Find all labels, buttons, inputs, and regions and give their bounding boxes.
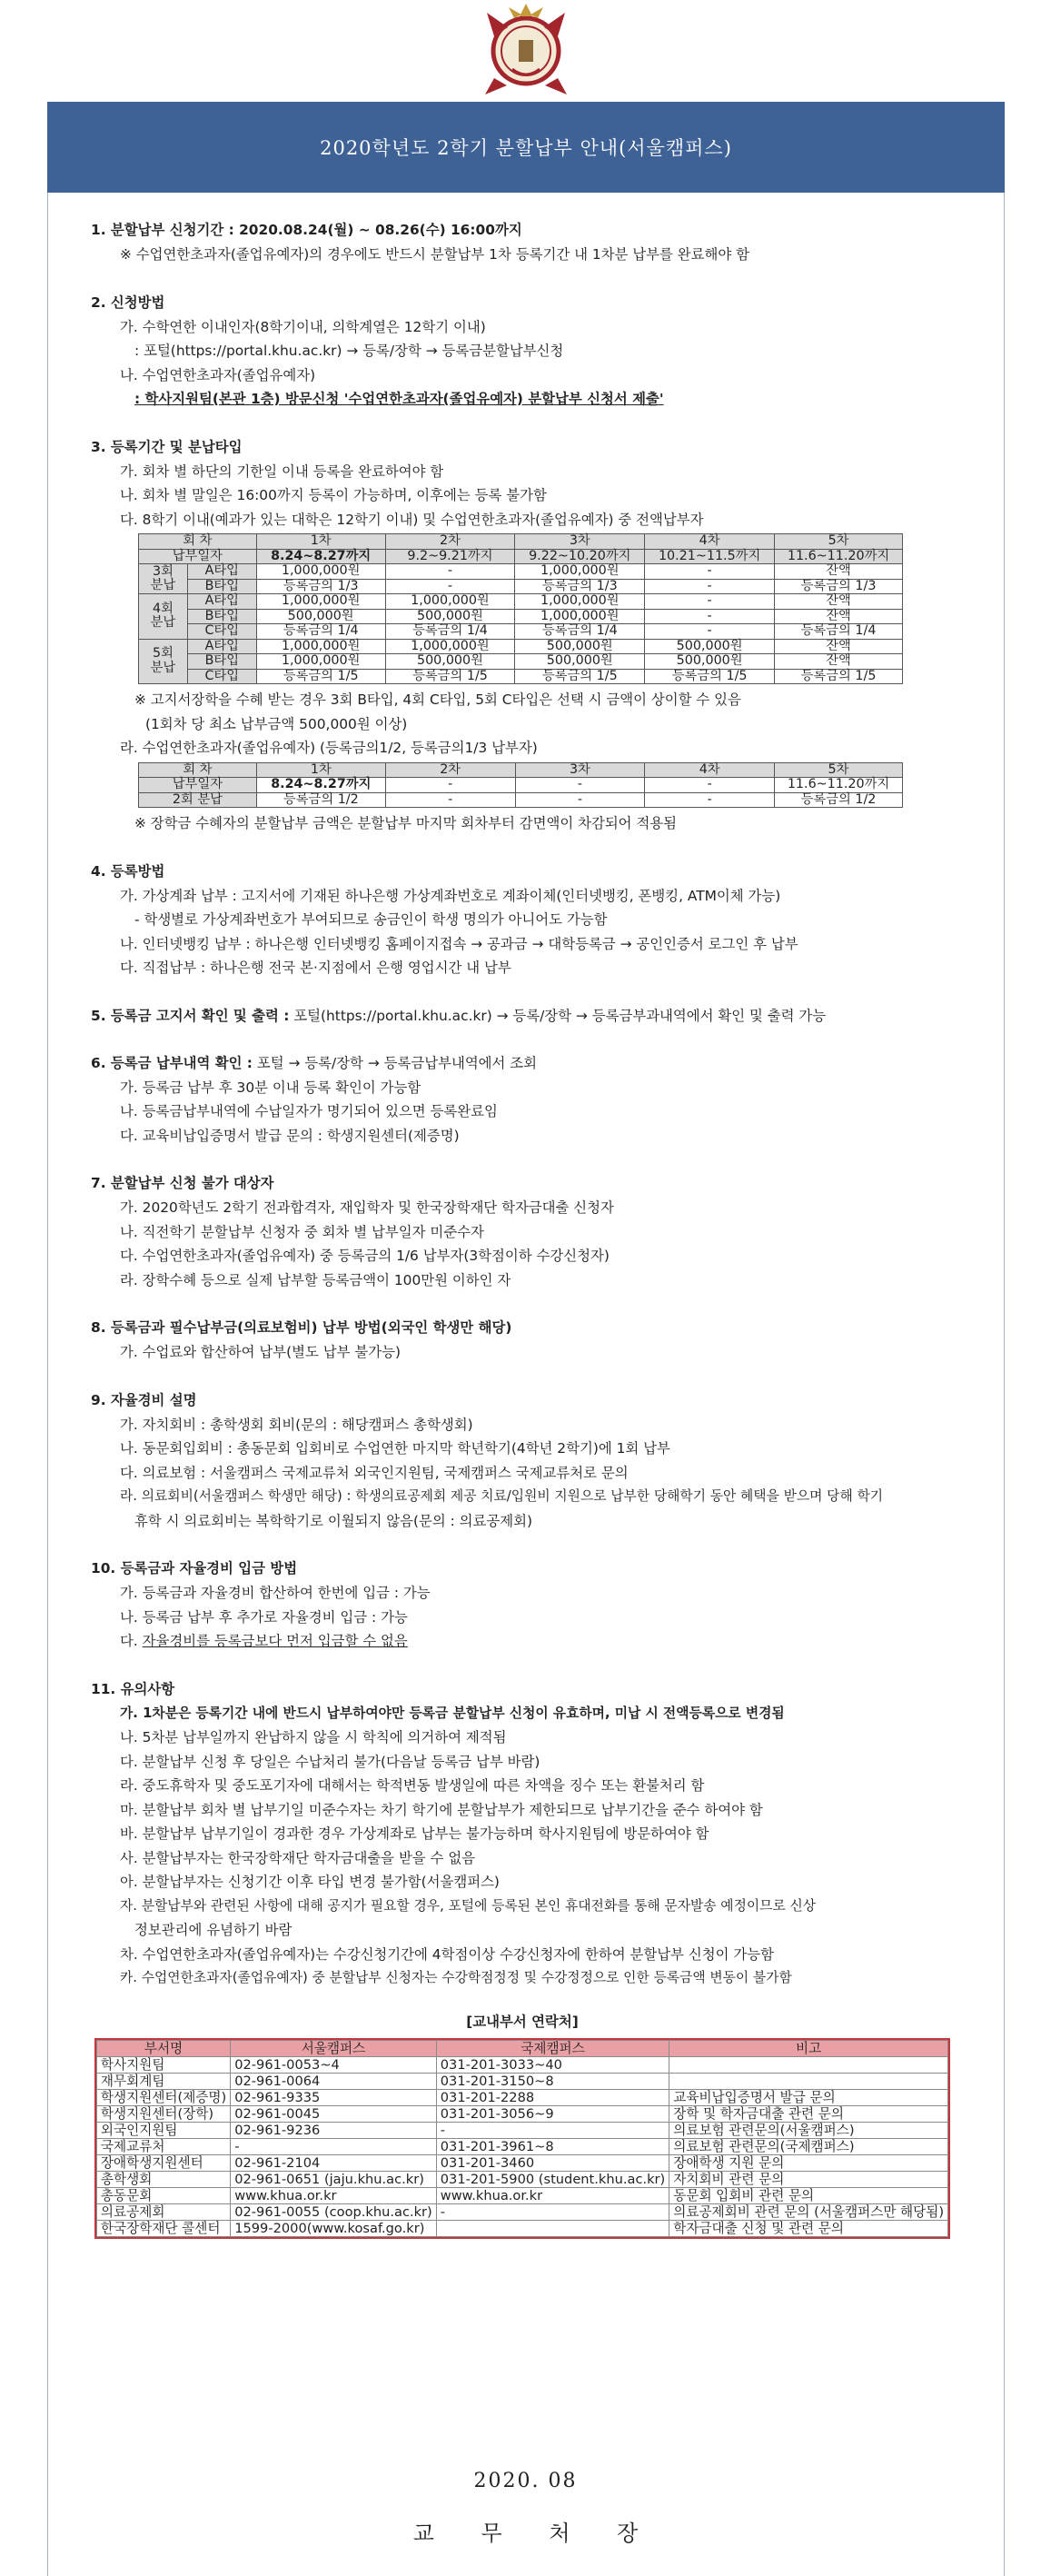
table-row <box>139 654 903 670</box>
section-4-line: - 학생별로 가상계좌번호가 부여되므로 송금인이 학생 명의가 아니어도 가능함 <box>134 911 608 928</box>
table-cell: 031-201-3961~8 <box>436 2138 669 2154</box>
contacts-table-body <box>96 2056 947 2236</box>
table-cell: 8.24~8.27까지 <box>256 549 385 564</box>
table-cell: 등록금의 1/3 <box>775 579 903 594</box>
table-cell: - <box>645 609 775 624</box>
table-cell: 잔액 <box>775 609 903 624</box>
table-header-row <box>139 534 903 550</box>
table-cell: 02-961-0064 <box>231 2073 437 2089</box>
table-row <box>139 579 903 594</box>
table-header-cell: 1차 <box>256 534 385 550</box>
table-header-cell: 4차 <box>645 534 775 550</box>
section-11-line: 바. 분할납부 납부기일이 경과한 경우 가상계좌로 납부는 불가능하며 학사지원팀에 방문하여야 함 <box>120 1825 709 1842</box>
table-cell: 등록금의 1/5 <box>256 669 385 684</box>
table-cell: 1,000,000원 <box>515 564 645 580</box>
section-3-line: 가. 회차 별 하단의 기한일 이내 등록을 완료하여야 함 <box>120 462 444 480</box>
table-cell: 등록금의 1/5 <box>775 669 903 684</box>
table-cell: 02-961-0055 (coop.khu.ac.kr) <box>231 2203 437 2220</box>
table-row <box>96 2171 947 2187</box>
table-cell: 총동문회 <box>96 2187 230 2203</box>
table-header-cell: 회 차 <box>139 534 257 550</box>
table-header-cell: 2차 <box>385 534 515 550</box>
table-cell: - <box>515 792 645 808</box>
table-row <box>139 594 903 610</box>
table-row <box>96 2187 947 2203</box>
section-3 <box>91 435 954 836</box>
section-11-line: 카. 수업연한초과자(졸업유예자) 중 분할납부 신청자는 수강학점정정 및 수강정정으로 인한 등록금액 변동이 불가함 <box>120 1970 792 1985</box>
table-row <box>96 2220 947 2236</box>
section-3-line: 라. 수업연한초과자(졸업유예자) (등록금의1/2, 등록금의1/3 납부자) <box>120 740 538 756</box>
section-10-prefix: 다. <box>120 1633 143 1649</box>
table-cell <box>436 2220 669 2236</box>
section-9-line: 휴학 시 의료회비는 복학학기로 이월되지 않음(문의 : 의료공제회) <box>134 1512 532 1529</box>
table-row <box>96 2105 947 2122</box>
section-11-line: 자. 분할납부와 관련된 사항에 대해 공지가 필요할 경우, 포털에 등록된 본인 휴대전화를 통해 문자발송 예정이므로 신상 <box>120 1897 817 1914</box>
table-cell: 등록금의 1/4 <box>775 624 903 640</box>
table-row <box>96 2056 947 2073</box>
table-cell: 의료보험 관련문의(서울캠퍼스) <box>669 2122 948 2138</box>
section-8 <box>91 1316 954 1365</box>
table-cell: 500,000원 <box>515 654 645 670</box>
section-7-line: 가. 2020학년도 2학기 전과합격자, 재입학자 및 한국장학재단 학자금대출 신청자 <box>120 1199 614 1216</box>
seal-emblem-icon <box>467 0 585 98</box>
table-header-cell: 5차 <box>775 762 903 778</box>
table-cell: 의료공제회 <box>96 2203 230 2220</box>
section-6-line: 다. 교육비납입증명서 발급 문의 : 학생지원센터(제증명) <box>120 1127 460 1144</box>
table-cell: 학자금대출 신청 및 관련 문의 <box>669 2220 948 2236</box>
table-cell <box>669 2056 948 2073</box>
table-cell: 1,000,000원 <box>385 594 515 610</box>
table-row <box>139 778 903 793</box>
section-2-line: : 학사지원팀(본관 1층) 방문신청 '수업연한초과자(졸업유예자) 분할납부 신청서 제출' <box>134 391 664 407</box>
table-cell: 교육비납입증명서 발급 문의 <box>669 2089 948 2105</box>
table-header-cell: 서울캠퍼스 <box>231 2040 437 2056</box>
table-cell: 학생지원센터(제증명) <box>96 2089 230 2105</box>
section-2-title: 2. 신청방법 <box>91 293 165 311</box>
table-cell: 500,000원 <box>385 654 515 670</box>
table-header-cell: 국제캠퍼스 <box>436 2040 669 2056</box>
table-cell: 등록금의 1/4 <box>256 624 385 640</box>
table-row <box>96 2073 947 2089</box>
table-cell: 02-961-2104 <box>231 2154 437 2171</box>
section-2-line: 가. 수학연한 이내인자(8학기이내, 의학계열은 12학기 이내) <box>120 318 486 335</box>
table-header-cell: 3차 <box>515 762 645 778</box>
table-cell: 국제교류처 <box>96 2138 230 2154</box>
table-cell: 의료보험 관련문의(국제캠퍼스) <box>669 2138 948 2154</box>
section-11 <box>91 1677 954 1991</box>
table-row <box>139 639 903 654</box>
table-row <box>139 792 903 808</box>
table-cell: 학사지원팀 <box>96 2056 230 2073</box>
group-label: 5회 분납 <box>139 639 188 684</box>
table-cell: 납부일자 <box>139 549 257 564</box>
table-cell <box>669 2073 948 2089</box>
section-9-line: 나. 동문회입회비 : 총동문회 입회비로 수업연한 마지막 학년학기(4학년 2학기)에 1회 납부 <box>120 1440 670 1457</box>
table-cell: 재무회계팀 <box>96 2073 230 2089</box>
type-cell: B타입 <box>187 609 256 624</box>
notice-body <box>91 218 954 2243</box>
group-label: 3회 분납 <box>139 564 188 594</box>
section-6-text: 포털 → 등록/장학 → 등록금납부내역에서 조회 <box>256 1055 538 1071</box>
section-3-note: (1회차 당 최소 납부금액 500,000원 이상) <box>145 715 408 732</box>
table-cell: 1,000,000원 <box>385 639 515 654</box>
contacts-table <box>96 2040 948 2237</box>
table-header-cell: 회 차 <box>139 762 257 778</box>
section-10-title: 10. 등록금과 자율경비 입금 방법 <box>91 1560 298 1576</box>
table-cell: - <box>385 792 515 808</box>
contacts-table-frame <box>94 2038 950 2239</box>
section-9-title: 9. 자율경비 설명 <box>91 1391 197 1408</box>
table-cell: - <box>385 564 515 580</box>
table-cell: 한국장학재단 콜센터 <box>96 2220 230 2236</box>
section-3-title: 3. 등록기간 및 분납타입 <box>91 438 243 455</box>
section-8-line: 가. 수업료와 합산하여 납부(별도 납부 불가능) <box>120 1344 401 1360</box>
table-cell: 등록금의 1/4 <box>385 624 515 640</box>
table-header-cell: 비고 <box>669 2040 948 2056</box>
section-4-line: 다. 직접납부 : 하나은행 전국 본·지점에서 은행 영업시간 내 납부 <box>120 960 511 976</box>
table-cell: 잔액 <box>775 654 903 670</box>
section-5-text: 포털(https://portal.khu.ac.kr) → 등록/장학 → 등록금부과내역에서 확인 및 출력 가능 <box>293 1007 827 1024</box>
table-row <box>139 609 903 624</box>
table-cell: - <box>645 594 775 610</box>
table-cell: 1,000,000원 <box>256 564 385 580</box>
table-cell: 등록금의 1/5 <box>645 669 775 684</box>
section-6-line: 나. 등록금납부내역에 수납일자가 명기되어 있으면 등록완료임 <box>120 1103 498 1119</box>
table-cell: 의료공제회비 관련 문의 (서울캠퍼스만 해당됨) <box>669 2203 948 2220</box>
table-cell: 잔액 <box>775 564 903 580</box>
table-cell: 장학 및 학자금대출 관련 문의 <box>669 2105 948 2122</box>
section-1-title: 1. 분할납부 신청기간 : 2020.08.24(월) ~ 08.26(수) 16:00까지 <box>91 222 522 238</box>
extended-student-table <box>138 762 903 809</box>
table-cell: - <box>645 778 775 793</box>
table-cell: 500,000원 <box>256 609 385 624</box>
table-cell: 1,000,000원 <box>515 609 645 624</box>
table-cell: - <box>515 778 645 793</box>
university-seal <box>0 0 1051 100</box>
type-cell: C타입 <box>187 669 256 684</box>
table-row <box>96 2138 947 2154</box>
table-cell: 031-201-5900 (student.khu.ac.kr) <box>436 2171 669 2187</box>
table-row <box>96 2089 947 2105</box>
section-3-note: ※ 장학금 수혜자의 분할납부 금액은 분할납부 마지막 회차부터 감면액이 차감되어 적용됨 <box>134 815 678 831</box>
section-11-line: 차. 수업연한초과자(졸업유예자)는 수강신청기간에 4학점이상 수강신청자에 한하여 분할납부 신청이 가능함 <box>120 1945 774 1963</box>
table-cell: 500,000원 <box>645 654 775 670</box>
section-2 <box>91 291 954 412</box>
table-row <box>96 2203 947 2220</box>
table-cell: 납부일자 <box>139 778 257 793</box>
table-cell: - <box>385 579 515 594</box>
section-6-title: 6. 등록금 납부내역 확인 : <box>91 1055 253 1071</box>
page-title: 2020학년도 2학기 분할납부 안내(서울캠퍼스) <box>47 102 1005 193</box>
table-cell: 1,000,000원 <box>256 654 385 670</box>
table-cell: 1,000,000원 <box>256 594 385 610</box>
table-cell: 등록금의 1/5 <box>385 669 515 684</box>
table-cell: 11.6~11.20까지 <box>775 778 903 793</box>
table-row <box>139 549 903 564</box>
section-9-line: 라. 의료회비(서울캠퍼스 학생만 해당) : 학생의료공제회 제공 치료/입원비 지원으로 납부한 당해학기 동안 혜택을 받으며 당해 학기 <box>120 1488 884 1504</box>
section-4-line: 나. 인터넷뱅킹 납부 : 하나은행 인터넷뱅킹 홈페이지접속 → 공과금 → 대학등록금 → 공인인증서 로그인 후 납부 <box>120 935 798 952</box>
table-cell: 500,000원 <box>385 609 515 624</box>
section-6 <box>91 1051 954 1148</box>
table-cell: 02-961-0045 <box>231 2105 437 2122</box>
contacts-section <box>91 2009 954 2243</box>
issuer-name: 교 무 처 장 <box>412 2521 659 2546</box>
table-cell: - <box>436 2203 669 2220</box>
table-cell: 1,000,000원 <box>256 639 385 654</box>
table-cell: 031-201-3033~40 <box>436 2056 669 2073</box>
table-row <box>139 669 903 684</box>
table-row <box>139 624 903 640</box>
section-3-line: 나. 회차 별 말일은 16:00까지 등록이 가능하며, 이후에는 등록 불가함 <box>120 487 547 503</box>
table-cell: 1599-2000(www.kosaf.go.kr) <box>231 2220 437 2236</box>
section-1 <box>91 218 954 267</box>
section-9-line: 다. 의료보험 : 서울캠퍼스 국제교류처 외국인지원팀, 국제캠퍼스 국제교류처로 문의 <box>120 1464 629 1481</box>
section-10-line <box>91 1629 954 1654</box>
contacts-title: [교내부서 연락처] <box>466 2013 579 2030</box>
table-cell: www.khua.or.kr <box>231 2187 437 2203</box>
table-cell: - <box>645 564 775 580</box>
section-9-line: 가. 자치회비 : 총학생회 회비(문의 : 해당캠퍼스 총학생회) <box>120 1416 473 1433</box>
section-7-line: 라. 장학수혜 등으로 실제 납부할 등록금액이 100만원 이하인 자 <box>120 1271 511 1288</box>
section-11-line: 아. 분할납부자는 신청기간 이후 타입 변경 불가함(서울캠퍼스) <box>120 1874 500 1890</box>
notice-date: 2020. 08 <box>473 2470 578 2492</box>
table-header-cell: 4차 <box>645 762 775 778</box>
table-cell: 031-201-3460 <box>436 2154 669 2171</box>
section-11-line: 사. 분할납부자는 한국장학재단 학자금대출을 받을 수 없음 <box>120 1849 476 1866</box>
group-label: 4회 분납 <box>139 594 188 640</box>
section-8-title: 8. 등록금과 필수납부금(의료보험비) 납부 방법(외국인 학생만 해당) <box>91 1319 512 1336</box>
table-cell: 등록금의 1/3 <box>256 579 385 594</box>
table-cell: 9.22~10.20까지 <box>515 549 645 564</box>
type-cell: A타입 <box>187 594 256 610</box>
table-cell: 등록금의 1/3 <box>515 579 645 594</box>
table-cell: - <box>436 2122 669 2138</box>
table-cell: - <box>645 579 775 594</box>
table-cell: - <box>645 624 775 640</box>
table-header-cell: 2차 <box>385 762 515 778</box>
table-cell: www.khua.or.kr <box>436 2187 669 2203</box>
section-7 <box>91 1171 954 1292</box>
table-cell: 2회 분납 <box>139 792 257 808</box>
section-11-line: 나. 5차분 납부일까지 완납하지 않을 시 학칙에 의거하여 제적됨 <box>120 1729 507 1746</box>
table-cell: 8.24~8.27까지 <box>256 778 385 793</box>
type-cell: B타입 <box>187 654 256 670</box>
table-cell: 031-201-3150~8 <box>436 2073 669 2089</box>
table-header-row <box>96 2040 947 2056</box>
table-cell: 02-961-0053~4 <box>231 2056 437 2073</box>
section-2-line: 나. 수업연한초과자(졸업유예자) <box>120 366 316 383</box>
table-cell: 학생지원센터(장학) <box>96 2105 230 2122</box>
table-cell: - <box>231 2138 437 2154</box>
table-cell: 02-961-0651 (jaju.khu.ac.kr) <box>231 2171 437 2187</box>
section-11-line: 다. 분할납부 신청 후 당일은 수납처리 불가(다음날 등록금 납부 바람) <box>120 1753 540 1770</box>
table-cell: 11.6~11.20까지 <box>775 549 903 564</box>
section-10-line: 나. 등록금 납부 후 추가로 자율경비 입금 : 가능 <box>120 1608 408 1626</box>
section-5 <box>91 1004 954 1029</box>
section-11-line: 가. 1차분은 등록기간 내에 반드시 납부하여야만 등록금 분할납부 신청이 유효하며, 미납 시 전액등록으로 변경됨 <box>120 1705 785 1721</box>
section-5-title: 5. 등록금 고지서 확인 및 출력 : <box>91 1007 290 1024</box>
table-row <box>96 2154 947 2171</box>
table-header-cell: 5차 <box>775 534 903 550</box>
table-header-cell: 1차 <box>256 762 385 778</box>
table-header-cell: 부서명 <box>96 2040 230 2056</box>
table-cell: 9.2~9.21까지 <box>385 549 515 564</box>
installment-table <box>138 533 903 684</box>
table-cell: 500,000원 <box>645 639 775 654</box>
table-header-row <box>139 762 903 778</box>
table-cell: - <box>385 778 515 793</box>
table-cell: 총학생회 <box>96 2171 230 2187</box>
section-1-note: ※ 수업연한초과자(졸업유예자)의 경우에도 반드시 분할납부 1차 등록기간 내 1차분 납부를 완료해야 함 <box>120 246 749 263</box>
table-cell: 등록금의 1/4 <box>515 624 645 640</box>
table-cell: 등록금의 1/2 <box>256 792 385 808</box>
section-4-title: 4. 등록방법 <box>91 862 165 880</box>
table-header-cell: 3차 <box>515 534 645 550</box>
table-cell: 자치회비 관련 문의 <box>669 2171 948 2187</box>
section-11-line: 라. 중도휴학자 및 중도포기자에 대해서는 학적변동 발생일에 따른 차액을 징수 또는 환불처리 함 <box>120 1777 705 1794</box>
section-10 <box>91 1557 954 1654</box>
type-cell: A타입 <box>187 564 256 580</box>
table-row <box>139 564 903 580</box>
section-10-line: 가. 등록금과 자율경비 합산하여 한번에 입금 : 가능 <box>120 1585 431 1601</box>
table-row <box>96 2122 947 2138</box>
section-6-line: 가. 등록금 납부 후 30분 이내 등록 확인이 가능함 <box>120 1079 421 1096</box>
table-cell: 잔액 <box>775 594 903 610</box>
table-cell: 02-961-9335 <box>231 2089 437 2105</box>
section-9 <box>91 1388 954 1534</box>
table-cell: 500,000원 <box>515 639 645 654</box>
section-7-title: 7. 분할납부 신청 불가 대상자 <box>91 1175 274 1191</box>
table-cell: 031-201-3056~9 <box>436 2105 669 2122</box>
section-4-line: 가. 가상계좌 납부 : 고지서에 기재된 하나은행 가상계좌번호로 계좌이체(인터넷뱅킹, 폰뱅킹, ATM이체 가능) <box>120 887 781 904</box>
section-11-title: 11. 유의사항 <box>91 1680 175 1697</box>
table-cell: 10.21~11.5까지 <box>645 549 775 564</box>
table-cell: 장애학생 지원 문의 <box>669 2154 948 2171</box>
type-cell: C타입 <box>187 624 256 640</box>
table-cell: 02-961-9236 <box>231 2122 437 2138</box>
table-cell: 장애학생지원센터 <box>96 2154 230 2171</box>
table-cell: 등록금의 1/2 <box>775 792 903 808</box>
section-7-line: 나. 직전학기 분할납부 신청자 중 회차 별 납부일자 미준수자 <box>120 1223 484 1240</box>
table-cell: 잔액 <box>775 639 903 654</box>
type-cell: A타입 <box>187 639 256 654</box>
table-cell: 동문회 입회비 관련 문의 <box>669 2187 948 2203</box>
section-7-line: 다. 수업연한초과자(졸업유예자) 중 등록금의 1/6 납부자(3학점이하 수강신청자) <box>120 1248 610 1264</box>
section-10-warning: 자율경비를 등록금보다 먼저 입금할 수 없음 <box>142 1633 408 1649</box>
table-cell: 등록금의 1/5 <box>515 669 645 684</box>
section-4 <box>91 860 954 980</box>
section-3-line: 다. 8학기 이내(예과가 있는 대학은 12학기 이내) 및 수업연한초과자(졸업유예자) 중 전액납부자 <box>120 511 704 528</box>
table-cell: 031-201-2288 <box>436 2089 669 2105</box>
type-cell: B타입 <box>187 579 256 594</box>
table-cell: 1,000,000원 <box>515 594 645 610</box>
section-11-line: 정보관리에 유념하기 바람 <box>134 1922 292 1938</box>
table-cell: 외국인지원팀 <box>96 2122 230 2138</box>
section-2-line: : 포털(https://portal.khu.ac.kr) → 등록/장학 → 등록금분할납부신청 <box>134 343 564 359</box>
table-cell: - <box>645 792 775 808</box>
section-3-note: ※ 고지서장학을 수혜 받는 경우 3회 B타입, 4회 C타입, 5회 C타입은 선택 시 금액이 상이할 수 있음 <box>134 691 741 708</box>
section-11-line: 마. 분할납부 회차 별 납부기일 미준수자는 차기 학기에 분할납부가 제한되므로 납부기간을 준수 하여야 함 <box>120 1801 763 1818</box>
